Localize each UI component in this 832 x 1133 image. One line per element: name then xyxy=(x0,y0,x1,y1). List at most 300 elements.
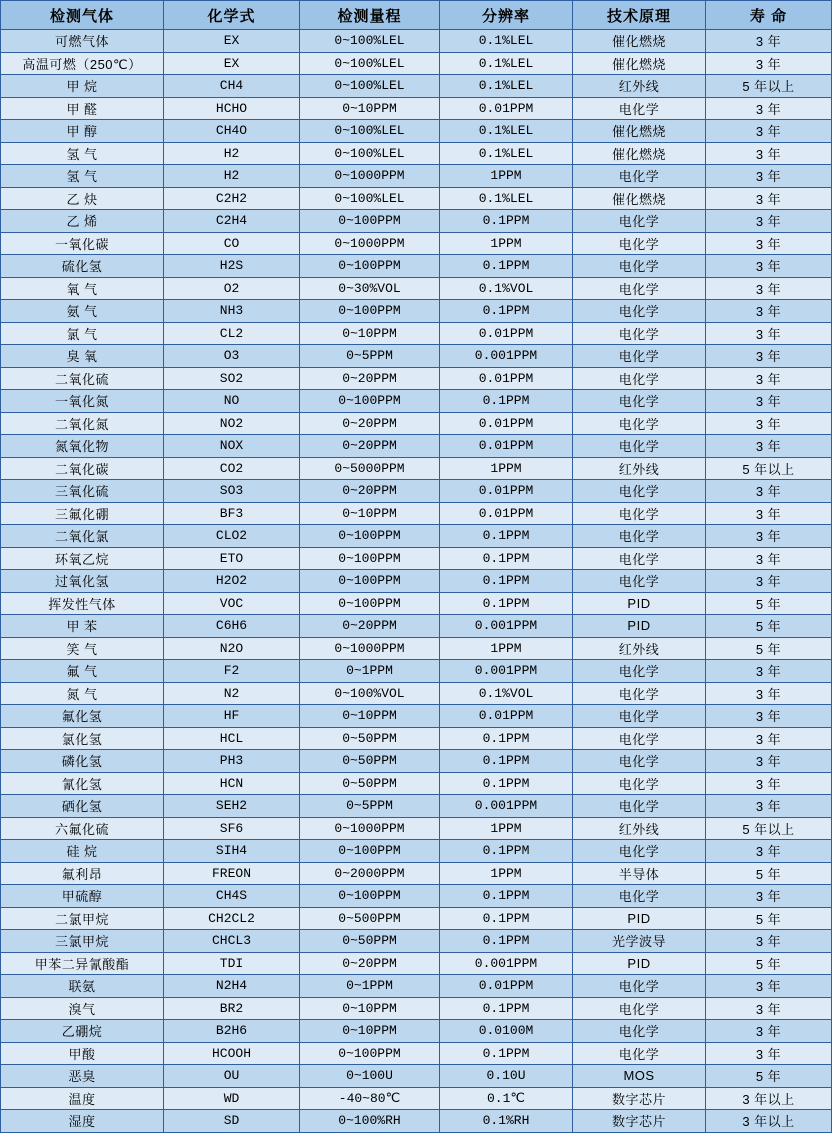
cell-lifespan: 3 年 xyxy=(706,277,832,300)
column-header-lifespan: 寿 命 xyxy=(706,1,832,30)
cell-detection-range: 0~100%VOL xyxy=(300,682,440,705)
cell-chemical-formula: HCN xyxy=(164,772,300,795)
cell-chemical-formula: C2H2 xyxy=(164,187,300,210)
cell-detection-range: 0~5PPM xyxy=(300,795,440,818)
cell-chemical-formula: CO xyxy=(164,232,300,255)
cell-resolution: 0.1PPM xyxy=(440,210,573,233)
cell-gas-name: 三氧化硫 xyxy=(1,480,164,503)
table-row xyxy=(1,480,832,503)
cell-resolution: 0.1PPM xyxy=(440,1042,573,1065)
table-row xyxy=(1,345,832,368)
cell-detection-range: 0~500PPM xyxy=(300,907,440,930)
table-row xyxy=(1,570,832,593)
table-row xyxy=(1,435,832,458)
cell-gas-name: 一氧化氮 xyxy=(1,390,164,413)
cell-chemical-formula: SEH2 xyxy=(164,795,300,818)
cell-detection-range: -40~80℃ xyxy=(300,1087,440,1110)
cell-technology: 电化学 xyxy=(573,390,706,413)
table-row xyxy=(1,210,832,233)
cell-resolution: 0.01PPM xyxy=(440,502,573,525)
cell-resolution: 0.1PPM xyxy=(440,547,573,570)
cell-chemical-formula: SO2 xyxy=(164,367,300,390)
cell-detection-range: 0~1PPM xyxy=(300,660,440,683)
cell-resolution: 1PPM xyxy=(440,457,573,480)
column-header-detection-range: 检测量程 xyxy=(300,1,440,30)
cell-detection-range: 0~1000PPM xyxy=(300,637,440,660)
cell-chemical-formula: HCL xyxy=(164,727,300,750)
column-header-technology: 技术原理 xyxy=(573,1,706,30)
cell-gas-name: 氯 气 xyxy=(1,322,164,345)
cell-technology: 催化燃烧 xyxy=(573,187,706,210)
cell-resolution: 0.1℃ xyxy=(440,1087,573,1110)
cell-chemical-formula: SIH4 xyxy=(164,840,300,863)
cell-chemical-formula: H2O2 xyxy=(164,570,300,593)
cell-lifespan: 3 年 xyxy=(706,97,832,120)
cell-chemical-formula: H2 xyxy=(164,142,300,165)
cell-gas-name: 氮氧化物 xyxy=(1,435,164,458)
table-row xyxy=(1,120,832,143)
table-row xyxy=(1,457,832,480)
cell-gas-name: 环氧乙烷 xyxy=(1,547,164,570)
table-row xyxy=(1,322,832,345)
cell-detection-range: 0~1000PPM xyxy=(300,817,440,840)
cell-detection-range: 0~100PPM xyxy=(300,525,440,548)
cell-detection-range: 0~100%LEL xyxy=(300,142,440,165)
cell-lifespan: 3 年 xyxy=(706,840,832,863)
cell-technology: PID xyxy=(573,907,706,930)
cell-gas-name: 甲苯二异氰酸酯 xyxy=(1,952,164,975)
cell-detection-range: 0~100PPM xyxy=(300,592,440,615)
cell-resolution: 0.001PPM xyxy=(440,952,573,975)
cell-lifespan: 5 年以上 xyxy=(706,457,832,480)
cell-technology: 红外线 xyxy=(573,457,706,480)
cell-lifespan: 3 年 xyxy=(706,997,832,1020)
cell-chemical-formula: H2 xyxy=(164,165,300,188)
cell-resolution: 0.1%LEL xyxy=(440,30,573,53)
cell-technology: 电化学 xyxy=(573,367,706,390)
cell-resolution: 0.10U xyxy=(440,1065,573,1088)
cell-detection-range: 0~10PPM xyxy=(300,1020,440,1043)
cell-technology: 数字芯片 xyxy=(573,1087,706,1110)
cell-chemical-formula: C6H6 xyxy=(164,615,300,638)
cell-technology: 电化学 xyxy=(573,1042,706,1065)
cell-chemical-formula: NH3 xyxy=(164,300,300,323)
cell-detection-range: 0~20PPM xyxy=(300,435,440,458)
cell-technology: 红外线 xyxy=(573,637,706,660)
cell-detection-range: 0~50PPM xyxy=(300,772,440,795)
cell-chemical-formula: VOC xyxy=(164,592,300,615)
cell-gas-name: 甲 烷 xyxy=(1,75,164,98)
cell-lifespan: 3 年 xyxy=(706,435,832,458)
cell-detection-range: 0~1000PPM xyxy=(300,232,440,255)
cell-lifespan: 5 年 xyxy=(706,1065,832,1088)
cell-resolution: 1PPM xyxy=(440,817,573,840)
cell-detection-range: 0~20PPM xyxy=(300,615,440,638)
cell-detection-range: 0~100PPM xyxy=(300,390,440,413)
cell-resolution: 0.1PPM xyxy=(440,997,573,1020)
cell-technology: 红外线 xyxy=(573,75,706,98)
cell-lifespan: 3 年以上 xyxy=(706,1087,832,1110)
cell-gas-name: 过氧化氢 xyxy=(1,570,164,593)
cell-detection-range: 0~100PPM xyxy=(300,547,440,570)
cell-technology: 电化学 xyxy=(573,772,706,795)
cell-technology: 电化学 xyxy=(573,1020,706,1043)
cell-gas-name: 一氧化碳 xyxy=(1,232,164,255)
cell-gas-name: 氰化氢 xyxy=(1,772,164,795)
cell-lifespan: 5 年 xyxy=(706,637,832,660)
table-row xyxy=(1,52,832,75)
column-header-chemical-formula: 化学式 xyxy=(164,1,300,30)
cell-technology: 电化学 xyxy=(573,795,706,818)
cell-lifespan: 3 年 xyxy=(706,682,832,705)
cell-detection-range: 0~20PPM xyxy=(300,952,440,975)
cell-lifespan: 3 年 xyxy=(706,142,832,165)
cell-resolution: 0.01PPM xyxy=(440,705,573,728)
cell-detection-range: 0~100%LEL xyxy=(300,187,440,210)
cell-technology: 电化学 xyxy=(573,705,706,728)
cell-technology: 电化学 xyxy=(573,750,706,773)
cell-resolution: 0.01PPM xyxy=(440,412,573,435)
cell-technology: 红外线 xyxy=(573,817,706,840)
cell-resolution: 0.1PPM xyxy=(440,772,573,795)
cell-detection-range: 0~100%RH xyxy=(300,1110,440,1133)
cell-gas-name: 联氨 xyxy=(1,975,164,998)
cell-lifespan: 3 年 xyxy=(706,255,832,278)
cell-chemical-formula: B2H6 xyxy=(164,1020,300,1043)
table-row xyxy=(1,705,832,728)
table-row xyxy=(1,997,832,1020)
cell-technology: 电化学 xyxy=(573,210,706,233)
cell-chemical-formula: EX xyxy=(164,30,300,53)
cell-gas-name: 氟利昂 xyxy=(1,862,164,885)
cell-gas-name: 三氟化硼 xyxy=(1,502,164,525)
cell-detection-range: 0~100%LEL xyxy=(300,120,440,143)
table-row xyxy=(1,772,832,795)
cell-gas-name: 二氧化硫 xyxy=(1,367,164,390)
cell-detection-range: 0~100%LEL xyxy=(300,75,440,98)
cell-technology: 电化学 xyxy=(573,727,706,750)
cell-lifespan: 5 年以上 xyxy=(706,75,832,98)
table-row xyxy=(1,682,832,705)
cell-lifespan: 3 年 xyxy=(706,1020,832,1043)
cell-technology: 电化学 xyxy=(573,300,706,323)
cell-lifespan: 3 年 xyxy=(706,480,832,503)
cell-resolution: 1PPM xyxy=(440,165,573,188)
cell-chemical-formula: PH3 xyxy=(164,750,300,773)
cell-chemical-formula: N2H4 xyxy=(164,975,300,998)
cell-technology: 电化学 xyxy=(573,277,706,300)
cell-gas-name: 氟化氢 xyxy=(1,705,164,728)
cell-lifespan: 3 年 xyxy=(706,120,832,143)
cell-detection-range: 0~5000PPM xyxy=(300,457,440,480)
cell-technology: 电化学 xyxy=(573,412,706,435)
cell-lifespan: 3 年 xyxy=(706,795,832,818)
cell-lifespan: 5 年 xyxy=(706,592,832,615)
cell-resolution: 0.1PPM xyxy=(440,907,573,930)
cell-lifespan: 3 年 xyxy=(706,502,832,525)
cell-gas-name: 六氟化硫 xyxy=(1,817,164,840)
cell-detection-range: 0~100PPM xyxy=(300,255,440,278)
table-row xyxy=(1,817,832,840)
cell-lifespan: 5 年以上 xyxy=(706,817,832,840)
cell-chemical-formula: CH4S xyxy=(164,885,300,908)
cell-lifespan: 3 年 xyxy=(706,930,832,953)
table-row xyxy=(1,885,832,908)
cell-gas-name: 氨 气 xyxy=(1,300,164,323)
cell-technology: 电化学 xyxy=(573,570,706,593)
cell-resolution: 0.01PPM xyxy=(440,480,573,503)
cell-chemical-formula: OU xyxy=(164,1065,300,1088)
cell-gas-name: 甲 苯 xyxy=(1,615,164,638)
cell-resolution: 0.1PPM xyxy=(440,930,573,953)
cell-chemical-formula: WD xyxy=(164,1087,300,1110)
cell-resolution: 0.1%RH xyxy=(440,1110,573,1133)
table-row xyxy=(1,187,832,210)
table-header-row xyxy=(1,1,832,30)
table-row xyxy=(1,1087,832,1110)
cell-chemical-formula: O2 xyxy=(164,277,300,300)
cell-detection-range: 0~10PPM xyxy=(300,502,440,525)
cell-technology: 电化学 xyxy=(573,345,706,368)
cell-resolution: 0.1PPM xyxy=(440,727,573,750)
cell-technology: 半导体 xyxy=(573,862,706,885)
cell-gas-name: 三氯甲烷 xyxy=(1,930,164,953)
cell-resolution: 0.1PPM xyxy=(440,300,573,323)
cell-lifespan: 3 年 xyxy=(706,1042,832,1065)
cell-lifespan: 5 年 xyxy=(706,862,832,885)
cell-gas-name: 硅 烷 xyxy=(1,840,164,863)
table-row xyxy=(1,637,832,660)
cell-resolution: 0.001PPM xyxy=(440,345,573,368)
cell-technology: 电化学 xyxy=(573,255,706,278)
cell-detection-range: 0~20PPM xyxy=(300,412,440,435)
cell-lifespan: 3 年 xyxy=(706,525,832,548)
cell-chemical-formula: F2 xyxy=(164,660,300,683)
cell-lifespan: 3 年 xyxy=(706,750,832,773)
cell-resolution: 0.001PPM xyxy=(440,660,573,683)
table-row xyxy=(1,930,832,953)
table-row xyxy=(1,412,832,435)
cell-detection-range: 0~20PPM xyxy=(300,367,440,390)
cell-resolution: 0.01PPM xyxy=(440,367,573,390)
cell-resolution: 0.1PPM xyxy=(440,840,573,863)
cell-technology: PID xyxy=(573,615,706,638)
cell-technology: 电化学 xyxy=(573,435,706,458)
cell-resolution: 0.1%VOL xyxy=(440,277,573,300)
cell-chemical-formula: O3 xyxy=(164,345,300,368)
cell-resolution: 1PPM xyxy=(440,232,573,255)
cell-gas-name: 乙硼烷 xyxy=(1,1020,164,1043)
cell-resolution: 0.1PPM xyxy=(440,390,573,413)
cell-chemical-formula: SD xyxy=(164,1110,300,1133)
cell-technology: 电化学 xyxy=(573,97,706,120)
cell-chemical-formula: NO2 xyxy=(164,412,300,435)
cell-gas-name: 氯化氢 xyxy=(1,727,164,750)
cell-detection-range: 0~100PPM xyxy=(300,885,440,908)
cell-gas-name: 二氧化氮 xyxy=(1,412,164,435)
table-row xyxy=(1,255,832,278)
cell-resolution: 0.01PPM xyxy=(440,97,573,120)
cell-lifespan: 3 年 xyxy=(706,727,832,750)
cell-detection-range: 0~100%LEL xyxy=(300,30,440,53)
cell-lifespan: 5 年 xyxy=(706,907,832,930)
cell-technology: PID xyxy=(573,952,706,975)
table-row xyxy=(1,952,832,975)
cell-technology: 数字芯片 xyxy=(573,1110,706,1133)
cell-lifespan: 3 年 xyxy=(706,660,832,683)
cell-detection-range: 0~100PPM xyxy=(300,570,440,593)
cell-technology: 电化学 xyxy=(573,502,706,525)
table-row xyxy=(1,367,832,390)
cell-gas-name: 甲 醛 xyxy=(1,97,164,120)
cell-technology: 电化学 xyxy=(573,682,706,705)
cell-detection-range: 0~10PPM xyxy=(300,705,440,728)
column-header-resolution: 分辨率 xyxy=(440,1,573,30)
cell-chemical-formula: BR2 xyxy=(164,997,300,1020)
table-row xyxy=(1,142,832,165)
cell-chemical-formula: TDI xyxy=(164,952,300,975)
cell-gas-name: 氢 气 xyxy=(1,165,164,188)
cell-technology: 电化学 xyxy=(573,232,706,255)
table-row xyxy=(1,862,832,885)
cell-resolution: 0.01PPM xyxy=(440,435,573,458)
cell-gas-name: 湿度 xyxy=(1,1110,164,1133)
cell-resolution: 0.001PPM xyxy=(440,615,573,638)
cell-technology: 电化学 xyxy=(573,525,706,548)
cell-detection-range: 0~50PPM xyxy=(300,930,440,953)
cell-detection-range: 0~100PPM xyxy=(300,210,440,233)
cell-technology: 催化燃烧 xyxy=(573,120,706,143)
cell-lifespan: 3 年 xyxy=(706,885,832,908)
cell-resolution: 0.1PPM xyxy=(440,570,573,593)
table-row xyxy=(1,907,832,930)
table-row xyxy=(1,615,832,638)
cell-chemical-formula: NO xyxy=(164,390,300,413)
cell-chemical-formula: SO3 xyxy=(164,480,300,503)
table-row xyxy=(1,1042,832,1065)
table-row xyxy=(1,660,832,683)
cell-resolution: 0.1PPM xyxy=(440,525,573,548)
cell-lifespan: 3 年 xyxy=(706,390,832,413)
cell-resolution: 0.01PPM xyxy=(440,975,573,998)
cell-technology: 电化学 xyxy=(573,165,706,188)
cell-chemical-formula: CH4 xyxy=(164,75,300,98)
cell-technology: 电化学 xyxy=(573,997,706,1020)
table-row xyxy=(1,390,832,413)
cell-detection-range: 0~100U xyxy=(300,1065,440,1088)
cell-gas-name: 二氯甲烷 xyxy=(1,907,164,930)
table-header xyxy=(1,1,832,30)
table-row xyxy=(1,277,832,300)
cell-technology: 催化燃烧 xyxy=(573,30,706,53)
cell-detection-range: 0~10PPM xyxy=(300,997,440,1020)
cell-chemical-formula: N2O xyxy=(164,637,300,660)
cell-resolution: 0.1%LEL xyxy=(440,75,573,98)
cell-gas-name: 氢 气 xyxy=(1,142,164,165)
table-row xyxy=(1,165,832,188)
cell-gas-name: 甲酸 xyxy=(1,1042,164,1065)
cell-gas-name: 挥发性气体 xyxy=(1,592,164,615)
cell-gas-name: 高温可燃（250℃） xyxy=(1,52,164,75)
cell-gas-name: 硫化氢 xyxy=(1,255,164,278)
cell-lifespan: 5 年 xyxy=(706,615,832,638)
cell-gas-name: 温度 xyxy=(1,1087,164,1110)
cell-resolution: 0.01PPM xyxy=(440,322,573,345)
cell-chemical-formula: CL2 xyxy=(164,322,300,345)
cell-resolution: 0.1PPM xyxy=(440,885,573,908)
cell-technology: 电化学 xyxy=(573,547,706,570)
cell-technology: MOS xyxy=(573,1065,706,1088)
cell-chemical-formula: BF3 xyxy=(164,502,300,525)
cell-detection-range: 0~100PPM xyxy=(300,1042,440,1065)
table-row xyxy=(1,547,832,570)
cell-technology: 电化学 xyxy=(573,840,706,863)
cell-gas-name: 乙 炔 xyxy=(1,187,164,210)
table-body xyxy=(1,30,832,1133)
table-row xyxy=(1,502,832,525)
table-row xyxy=(1,727,832,750)
cell-chemical-formula: HF xyxy=(164,705,300,728)
cell-detection-range: 0~10PPM xyxy=(300,322,440,345)
cell-lifespan: 3 年 xyxy=(706,232,832,255)
cell-resolution: 0.1%LEL xyxy=(440,120,573,143)
cell-chemical-formula: C2H4 xyxy=(164,210,300,233)
cell-resolution: 1PPM xyxy=(440,637,573,660)
cell-gas-name: 磷化氢 xyxy=(1,750,164,773)
table-row xyxy=(1,75,832,98)
cell-technology: 电化学 xyxy=(573,885,706,908)
cell-resolution: 0.1%LEL xyxy=(440,52,573,75)
cell-chemical-formula: NOX xyxy=(164,435,300,458)
cell-lifespan: 3 年 xyxy=(706,705,832,728)
cell-gas-name: 乙 烯 xyxy=(1,210,164,233)
table-row xyxy=(1,840,832,863)
cell-resolution: 0.0100M xyxy=(440,1020,573,1043)
cell-gas-name: 硒化氢 xyxy=(1,795,164,818)
cell-detection-range: 0~100%LEL xyxy=(300,52,440,75)
cell-lifespan: 3 年 xyxy=(706,165,832,188)
cell-gas-name: 氧 气 xyxy=(1,277,164,300)
cell-detection-range: 0~50PPM xyxy=(300,727,440,750)
cell-lifespan: 3 年 xyxy=(706,412,832,435)
cell-gas-name: 氮 气 xyxy=(1,682,164,705)
table-row xyxy=(1,975,832,998)
cell-lifespan: 3 年 xyxy=(706,345,832,368)
cell-gas-name: 甲 醇 xyxy=(1,120,164,143)
table-row xyxy=(1,97,832,120)
cell-lifespan: 3 年 xyxy=(706,52,832,75)
cell-resolution: 0.1%LEL xyxy=(440,187,573,210)
table-row xyxy=(1,232,832,255)
cell-technology: 催化燃烧 xyxy=(573,52,706,75)
cell-lifespan: 3 年 xyxy=(706,772,832,795)
cell-gas-name: 氟 气 xyxy=(1,660,164,683)
table-row xyxy=(1,30,832,53)
cell-resolution: 0.001PPM xyxy=(440,795,573,818)
cell-lifespan: 3 年 xyxy=(706,547,832,570)
cell-lifespan: 3 年 xyxy=(706,975,832,998)
table-row xyxy=(1,1065,832,1088)
table-row xyxy=(1,300,832,323)
cell-chemical-formula: EX xyxy=(164,52,300,75)
cell-chemical-formula: CLO2 xyxy=(164,525,300,548)
cell-gas-name: 臭 氧 xyxy=(1,345,164,368)
cell-lifespan: 3 年 xyxy=(706,187,832,210)
cell-technology: 光学波导 xyxy=(573,930,706,953)
cell-detection-range: 0~20PPM xyxy=(300,480,440,503)
cell-chemical-formula: H2S xyxy=(164,255,300,278)
cell-gas-name: 二氧化碳 xyxy=(1,457,164,480)
